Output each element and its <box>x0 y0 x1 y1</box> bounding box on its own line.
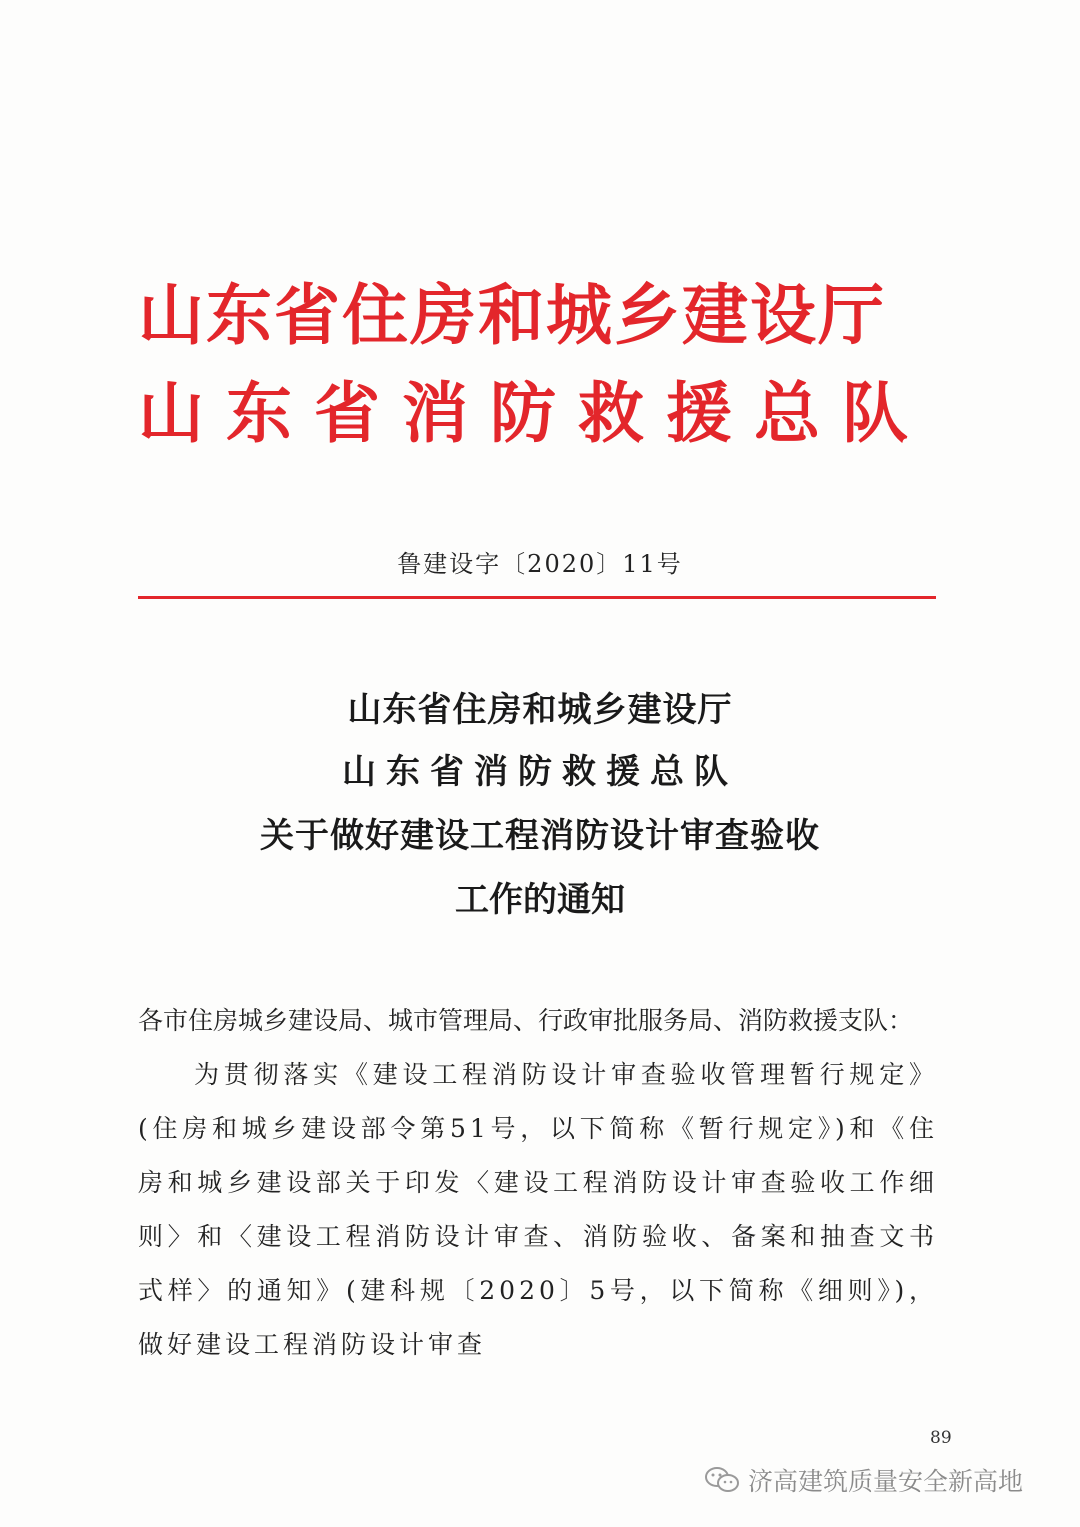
watermark-text: 济高建筑质量安全新高地 <box>748 1467 1024 1496</box>
title-line-3: 关于做好建设工程消防设计审查验收 <box>260 816 820 856</box>
title-line-2: 山东省消防救援总队 <box>342 752 738 792</box>
watermark <box>704 1462 1023 1498</box>
title-line-4: 工作的通知 <box>455 880 625 920</box>
page-number: 89 <box>930 1428 952 1448</box>
document-number: 鲁建设字〔2020〕11号 <box>397 550 683 578</box>
issuer-header-fire-rescue: 山东省消防救援总队 <box>138 375 930 452</box>
red-divider-line <box>138 596 936 599</box>
wechat-icon <box>704 1465 740 1495</box>
body-paragraph: 为贯彻落实《建设工程消防设计审查验收管理暂行规定》(住房和城乡建设部令第51号，以下简称《暂行规定》)和《住房和城乡建设部关于印发〈建设工程消防设计审查验收工作细则〉和〈建设工程消防设计审查、消防验收、备案和抽查文书式样〉的通知》(建科规〔2020〕5号，以下简称《细则》)，做好建设工程消防设计审查 <box>138 1060 938 1359</box>
salutation: 各市住房城乡建设局、城市管理局、行政审批服务局、消防救援支队： <box>138 1006 914 1035</box>
title-line-1: 山东省住房和城乡建设厅 <box>347 690 733 730</box>
issuer-header-housing: 山东省住房和城乡建设厅 <box>138 277 886 354</box>
